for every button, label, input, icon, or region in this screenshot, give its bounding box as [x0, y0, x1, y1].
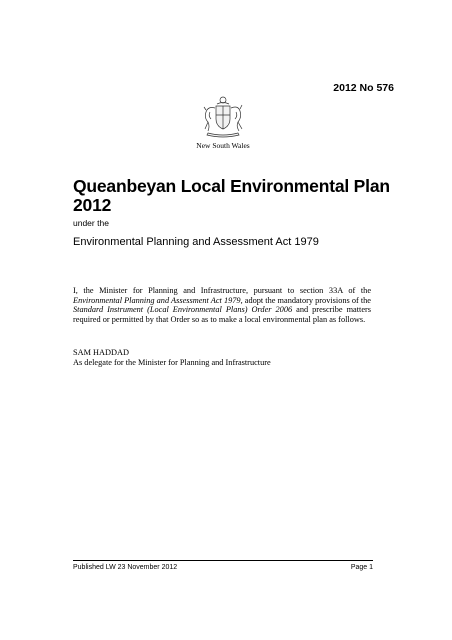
preamble-act-italic: Environmental Planning and Assessment Act 1979 [73, 295, 241, 305]
footer-divider [73, 560, 373, 561]
bill-number: 2012 No 576 [333, 82, 394, 94]
signatory-block [73, 348, 271, 367]
signatory-name: SAM HADDAD [73, 348, 130, 357]
plan-title-line2: 2012 [73, 195, 112, 215]
preamble-text-2: , adopt the mandatory provisions of the [240, 295, 371, 305]
jurisdiction-label: New South Wales [196, 141, 250, 150]
principal-act-name: Environmental Planning and Assessment Act 1979 [73, 236, 319, 248]
preamble-order-italic: Standard Instrument (Local Environmental Plans) Order 2006 [73, 305, 293, 314]
preamble-text-1: I, the Minister for Planning and Infrastructure, pursuant to section 33A of the [73, 286, 371, 295]
page-number: Page 1 [350, 564, 373, 571]
published-date: Published LW 23 November 2012 [73, 564, 178, 571]
plan-title-line1: Queanbeyan Local Environmental Plan [73, 176, 390, 196]
preamble-text-3: and prescribe matters required or permitted by that Order so as to make a local environmental plan as follows. [73, 305, 372, 324]
preamble-paragraph [73, 286, 371, 324]
under-the-label: under the [73, 218, 109, 228]
plan-title [73, 177, 403, 215]
signatory-role: As delegate for the Minister for Planning and Infrastructure [73, 357, 271, 367]
nsw-coat-of-arms-icon [198, 95, 248, 139]
